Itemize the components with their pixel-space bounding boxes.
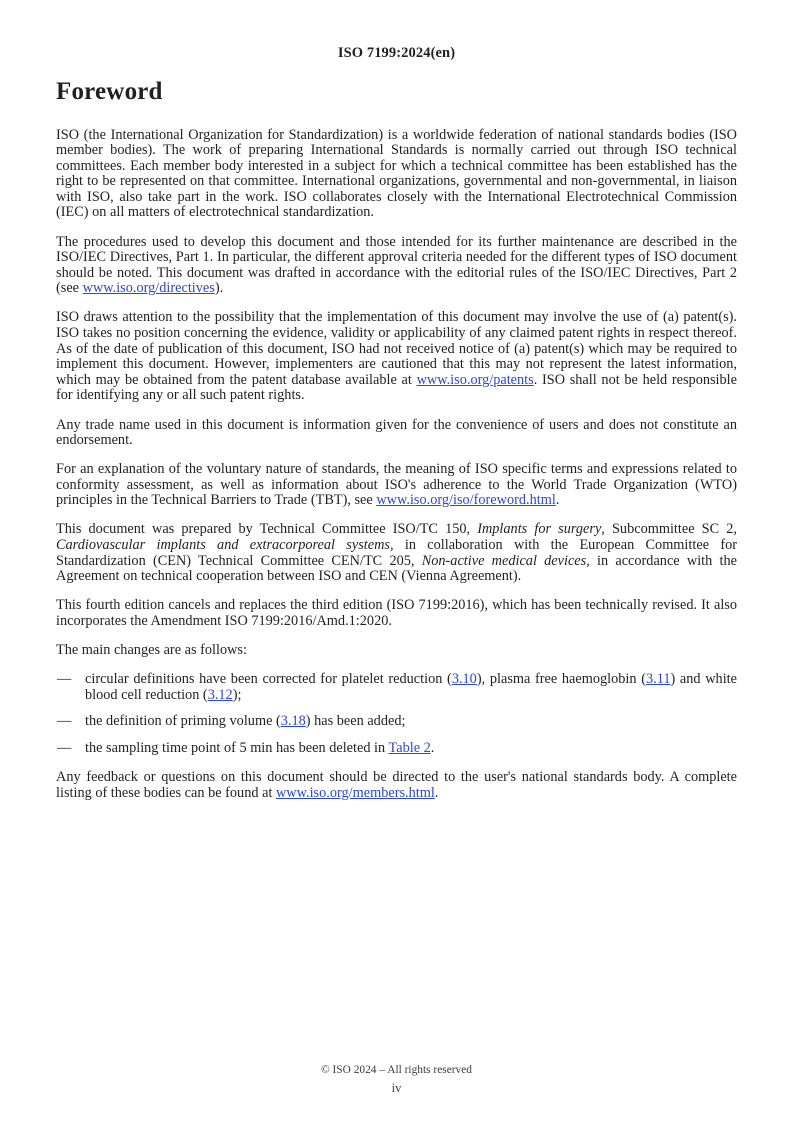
- tc-italic-non-active-medical-devices: Non-active medical devices,: [421, 552, 590, 569]
- paragraph-feedback: [56, 770, 737, 801]
- paragraph-text-before-link: Any feedback or questions on this document should be directed to the user's national standards body. A complete listing of these bodies can be found at: [56, 769, 737, 801]
- paragraph-text-after-link: ).: [214, 280, 224, 297]
- em-dash-bullet-icon: —: [57, 739, 72, 756]
- paragraph-patents: [56, 310, 737, 404]
- list-text-segment-1: circular definitions have been corrected for platelet reduction (: [85, 671, 452, 688]
- xref-table-2[interactable]: Table 2: [388, 739, 431, 756]
- page-title: Foreword: [56, 78, 163, 105]
- paragraph-text-before-link: For an explanation of the voluntary nature of standards, the meaning of ISO specific terms and expressions related to conformity assessment, as well as information about ISO's adherence to the World Trade Organization (WTO) principles in the Technical Barriers to Trade (TBT), see: [56, 461, 737, 509]
- em-dash-bullet-icon: —: [57, 671, 72, 688]
- list-text-segment-3: ) and white blood cell reduction (: [85, 671, 737, 703]
- changes-list: [56, 672, 737, 756]
- link-iso-patents[interactable]: www.iso.org/patents: [416, 371, 534, 388]
- document-body: [56, 78, 737, 801]
- paragraph-text-after-link: . ISO shall not be held responsible for identifying any or all such patent rights.: [56, 371, 737, 404]
- paragraph-text: Any trade name used in this document is information given for the convenience of users and does not constitute an endorsement.: [56, 416, 737, 449]
- list-text-segment-1: the definition of priming volume (: [85, 713, 281, 730]
- xref-3-10[interactable]: 3.10: [451, 671, 477, 688]
- tc-text-segment-4: in accordance with the Agreement on technical cooperation between ISO and CEN (Vienna Agreement).: [56, 552, 737, 585]
- link-iso-foreword[interactable]: www.iso.org/iso/foreword.html: [376, 492, 556, 509]
- paragraph-trade-name: [56, 418, 737, 449]
- list-text-segment-1: the sampling time point of 5 min has been deleted in: [85, 739, 389, 756]
- list-item: [56, 672, 737, 703]
- paragraph-text: This fourth edition cancels and replaces the third edition (ISO 7199:2016), which has been technically revised. It also incorporates the Amendment ISO 7199:2016/Amd.1:2020.: [56, 597, 737, 629]
- xref-3-18[interactable]: 3.18: [280, 713, 306, 730]
- paragraph-technical-committee: [56, 522, 737, 584]
- footer-copyright: © ISO 2024 – All rights reserved: [320, 1064, 473, 1076]
- paragraph-text-before-link: The procedures used to develop this document and those intended for its further maintenance are described in the ISO/IEC Directives, Part 1. In particular, the different approval criteria needed for the different types of ISO document should be noted. This document was drafted in accordance with the editorial rules of the ISO/IEC Directives, Part 2 (see: [56, 233, 737, 297]
- list-text-segment-2: .: [430, 739, 435, 756]
- paragraph-text-after-link: .: [555, 492, 560, 509]
- paragraph-text: The main changes are as follows:: [56, 642, 247, 659]
- tc-italic-cardiovascular-implants: Cardiovascular implants and extracorporeal systems,: [56, 537, 394, 554]
- running-header: ISO 7199:2024(en): [337, 45, 456, 61]
- paragraph-text-after-link: .: [434, 784, 439, 801]
- paragraph-edition-notice: [56, 598, 737, 629]
- list-text-segment-4: );: [232, 686, 242, 703]
- list-item: [56, 714, 737, 730]
- paragraph-procedures: [56, 235, 737, 297]
- tc-italic-implants-for-surgery: Implants for surgery: [477, 521, 602, 538]
- xref-3-11[interactable]: 3.11: [645, 671, 671, 688]
- list-item: [56, 741, 737, 757]
- em-dash-bullet-icon: —: [57, 713, 72, 730]
- paragraph-main-changes-intro: [56, 643, 737, 659]
- paragraph-iso-description: [56, 128, 737, 222]
- tc-text-segment-3: in collaboration with the European Committee for Standardization (CEN) Technical Committee CEN/TC 205,: [56, 537, 737, 569]
- paragraph-text: ISO (the International Organization for Standardization) is a worldwide federation of national standards bodies (ISO member bodies). The work of preparing International Standards is normally carried out through ISO technical committees. Each member body interested in a subject for which a technical committee has been established has the right to be represented on that committee. International organizations, governmental and non-governmental, in liaison with ISO, also take part in the work. ISO collaborates closely with the International Electrotechnical Commission (IEC) on all matters of electrotechnical standardization.: [56, 126, 737, 221]
- link-iso-members[interactable]: www.iso.org/members.html: [275, 784, 435, 801]
- tc-text-segment-1: This document was prepared by Technical Committee ISO/TC 150,: [56, 521, 478, 538]
- paragraph-voluntary-nature: [56, 462, 737, 509]
- xref-3-12[interactable]: 3.12: [207, 686, 233, 703]
- list-text-segment-2: ) has been added;: [305, 713, 406, 730]
- link-iso-directives[interactable]: www.iso.org/directives: [82, 280, 215, 297]
- paragraph-text-before-link: ISO draws attention to the possibility that the implementation of this document may involve the use of (a) patent(s). ISO takes no position concerning the evidence, validity or applicability of any claimed patent rights in respect thereof. As of the date of publication of this document, ISO had not received notice of (a) patent(s) which may be required to implement this document. However, implementers are cautioned that this may not represent the latest information, which may be obtained from the patent database available at: [56, 309, 737, 388]
- list-text-segment-2: ), plasma free haemoglobin (: [476, 671, 646, 688]
- tc-text-segment-2: , Subcommittee SC 2,: [601, 521, 737, 538]
- page-number: iv: [391, 1081, 402, 1095]
